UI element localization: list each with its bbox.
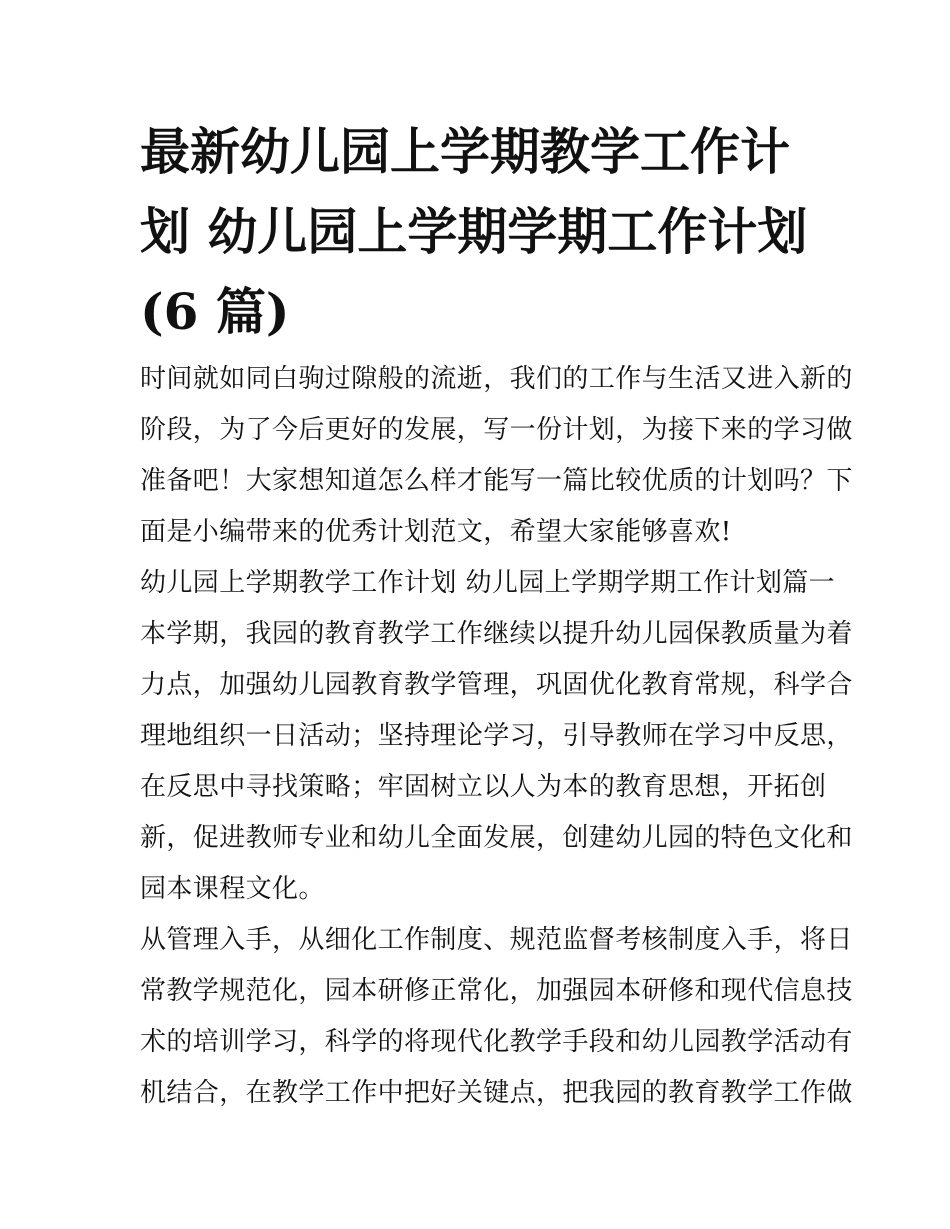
- text-line: 面是小编带来的优秀计划范文，希望大家能够喜欢!: [140, 517, 732, 547]
- text-line: 新，促进教师专业和幼儿全面发展，创建幼儿园的特色文化和: [140, 823, 853, 853]
- text-line: 时间就如同白驹过隙般的流逝，我们的工作与生活又进入新的: [140, 364, 853, 394]
- title-line: 划 幼儿园上学期学期工作计划: [140, 202, 808, 261]
- body-paragraph: [140, 915, 853, 1119]
- intro-paragraph: [140, 354, 853, 558]
- text-line: 从管理入手，从细化工作制度、规范监督考核制度入手，将日: [140, 925, 853, 955]
- text-line: 常教学规范化，园本研修正常化，加强园本研修和现代信息技: [140, 976, 853, 1006]
- document-body: [140, 354, 853, 1119]
- title-line: (6 篇): [140, 282, 290, 341]
- text-line: 幼儿园上学期教学工作计划 幼儿园上学期学期工作计划篇一: [140, 568, 836, 598]
- text-line: 理地组织一日活动；坚持理论学习，引导教师在学习中反思，: [140, 721, 853, 751]
- document-title: [140, 112, 820, 352]
- text-line: 准备吧！大家想知道怎么样才能写一篇比较优质的计划吗？下: [140, 466, 853, 496]
- body-paragraph: [140, 609, 853, 915]
- title-line: 最新幼儿园上学期教学工作计: [140, 122, 790, 181]
- text-line: 园本课程文化。: [140, 874, 325, 904]
- section-heading-paragraph: [140, 558, 836, 609]
- text-line: 机结合，在教学工作中把好关键点，把我园的教育教学工作做: [140, 1078, 853, 1108]
- text-line: 阶段，为了今后更好的发展，写一份计划，为接下来的学习做: [140, 415, 853, 445]
- text-line: 术的培训学习，科学的将现代化教学手段和幼儿园教学活动有: [140, 1027, 853, 1057]
- text-line: 力点，加强幼儿园教育教学管理，巩固优化教育常规，科学合: [140, 670, 853, 700]
- text-line: 在反思中寻找策略；牢固树立以人为本的教育思想，开拓创: [140, 772, 827, 802]
- text-line: 本学期，我园的教育教学工作继续以提升幼儿园保教质量为着: [140, 619, 853, 649]
